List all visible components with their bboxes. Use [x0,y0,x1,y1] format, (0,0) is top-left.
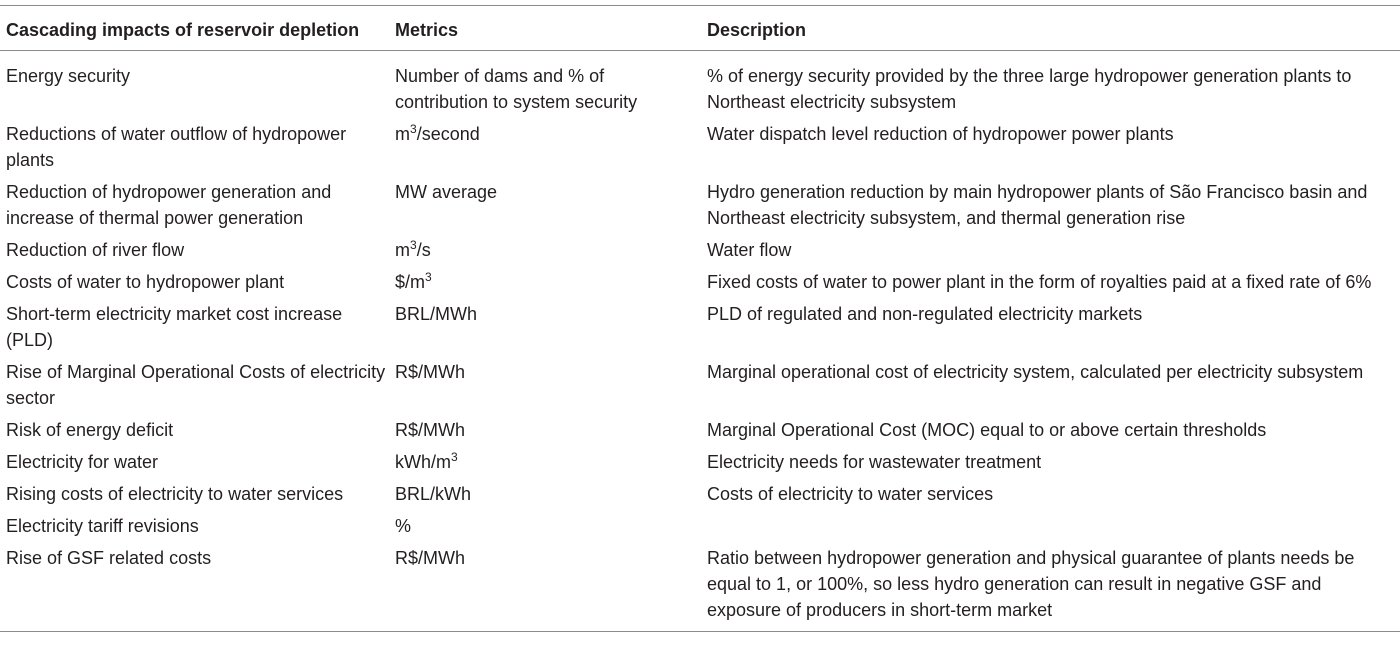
table-row [0,446,1400,478]
table-row [0,51,1400,119]
metric-superscript: 3 [410,238,417,252]
impacts-table [0,5,1400,632]
table-row [0,176,1400,234]
column-header-metrics: Metrics [395,20,459,40]
table-row [0,118,1400,176]
table-row [0,298,1400,356]
impact-cell: Energy security [6,66,131,86]
metric-superscript: 3 [425,270,432,284]
impact-cell: Rising costs of electricity to water services [6,484,344,504]
table-row [0,356,1400,414]
description-cell: Hydro generation reduction by main hydropower plants of São Francisco basin and Northeast electricity subsystem, and thermal generation rise [707,182,1368,228]
metric-text: m [395,240,410,260]
metric-cell [389,118,701,176]
impact-cell: Electricity for water [6,452,159,472]
metric-cell [389,356,701,414]
metric-suffix: /second [416,124,480,144]
metric-text: R$/MWh [395,548,466,568]
metric-cell [389,542,701,632]
metric-text: MW average [395,182,498,202]
metric-cell [389,414,701,446]
table-header [0,6,1400,51]
description-cell: Costs of electricity to water services [707,484,994,504]
metric-cell [389,510,701,542]
metric-cell [389,446,701,478]
metric-text: kWh/m [395,452,451,472]
table-row [0,510,1400,542]
description-cell [701,510,1400,542]
metric-superscript: 3 [410,122,417,136]
impact-cell: Electricity tariff revisions [6,516,199,536]
impact-cell: Short-term electricity market cost increase (PLD) [6,304,343,350]
metric-text: BRL/kWh [395,484,472,504]
column-header-impact: Cascading impacts of reservoir depletion [6,20,360,40]
description-cell: Electricity needs for wastewater treatment [707,452,1042,472]
metric-text: m [395,124,410,144]
metric-text: $/m [395,272,426,292]
description-cell: Ratio between hydropower generation and physical guarantee of plants needs be equal to 1, or 100%, so less hydro generation can result in negative GSF and exposure of producers in short-term market [707,548,1355,620]
impact-cell: Costs of water to hydropower plant [6,272,285,292]
metric-cell [389,478,701,510]
header-row [0,6,1400,51]
metric-suffix: /s [416,240,431,260]
metric-text: BRL/MWh [395,304,478,324]
description-cell: Marginal operational cost of electricity system, calculated per electricity subsystem [707,362,1364,382]
table-row [0,266,1400,298]
description-cell: % of energy security provided by the three large hydropower generation plants to Northeast electricity subsystem [707,66,1352,112]
metric-cell [389,176,701,234]
table-row [0,542,1400,632]
description-cell: Marginal Operational Cost (MOC) equal to or above certain thresholds [707,420,1267,440]
metric-cell [389,234,701,266]
metric-text: Number of dams and % of contribution to system security [395,66,638,112]
description-cell: Fixed costs of water to power plant in the form of royalties paid at a fixed rate of 6% [707,272,1372,292]
impact-cell: Reduction of river flow [6,240,185,260]
table-row [0,414,1400,446]
description-cell: Water dispatch level reduction of hydropower power plants [707,124,1174,144]
metric-superscript: 3 [451,450,458,464]
table-row [0,234,1400,266]
impact-cell: Reductions of water outflow of hydropower plants [6,124,347,170]
metric-text: % [395,516,412,536]
impact-cell: Reduction of hydropower generation and increase of thermal power generation [6,182,332,228]
metric-cell [389,51,701,119]
description-cell: Water flow [707,240,792,260]
metric-text: R$/MWh [395,362,466,382]
table-row [0,478,1400,510]
description-cell: PLD of regulated and non-regulated electricity markets [707,304,1143,324]
table-body [0,51,1400,632]
impact-cell: Rise of GSF related costs [6,548,212,568]
impact-cell: Rise of Marginal Operational Costs of electricity sector [6,362,386,408]
column-header-description: Description [707,20,807,40]
metric-cell [389,266,701,298]
metric-cell [389,298,701,356]
metric-text: R$/MWh [395,420,466,440]
impact-cell: Risk of energy deficit [6,420,174,440]
impacts-table-container [0,5,1400,632]
